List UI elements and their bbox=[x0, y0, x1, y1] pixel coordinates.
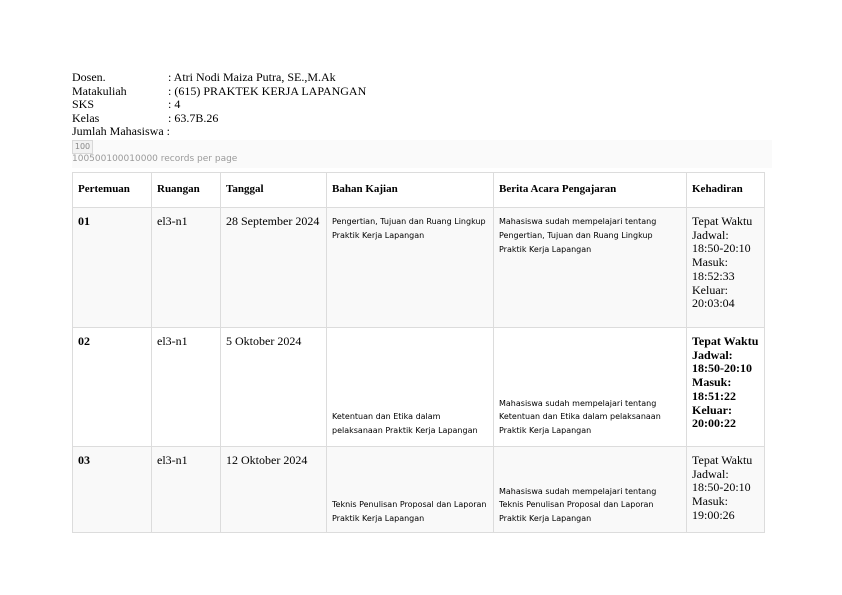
bahan-kajian-cell: Pengertian, Tujuan dan Ruang Lingkup Praktik Kerja Lapangan bbox=[327, 208, 494, 328]
tanggal-cell: 28 September 2024 bbox=[221, 208, 327, 328]
table-row bbox=[73, 328, 765, 447]
pertemuan-cell: 03 bbox=[73, 447, 152, 533]
dosen-label: Dosen. bbox=[72, 70, 106, 84]
kehadiran-keluar-value: 20:03:04 bbox=[692, 296, 735, 311]
kehadiran-cell bbox=[687, 328, 765, 447]
header-tanggal: Tanggal bbox=[221, 173, 327, 208]
kehadiran-cell bbox=[687, 208, 765, 328]
header-bahan-kajian: Bahan Kajian bbox=[327, 173, 494, 208]
kehadiran-masuk-label: Masuk: bbox=[692, 255, 728, 270]
ruangan-cell: el3-n1 bbox=[152, 208, 221, 328]
kehadiran-status: Tepat Waktu bbox=[692, 214, 753, 228]
matakuliah-row bbox=[72, 85, 366, 99]
kehadiran-keluar-value: 20:00:22 bbox=[692, 416, 736, 431]
attendance-table bbox=[72, 172, 765, 533]
tanggal-cell: 12 Oktober 2024 bbox=[221, 447, 327, 533]
pertemuan-cell: 01 bbox=[73, 208, 152, 328]
berita-acara-cell: Mahasiswa sudah mempelajari tentang Ketentuan dan Etika dalam pelaksanaan Praktik Kerja Lapangan bbox=[494, 328, 687, 447]
sks-label: SKS bbox=[72, 97, 95, 111]
header-kehadiran: Kehadiran bbox=[687, 173, 765, 208]
kehadiran-status: Tepat Waktu bbox=[692, 453, 753, 467]
dosen-value: : Atri Nodi Maiza Putra, SE.,M.Ak bbox=[168, 70, 336, 84]
kehadiran-masuk-label: Masuk: bbox=[692, 375, 732, 390]
header-ruangan: Ruangan bbox=[152, 173, 221, 208]
records-per-page-text: 100500100010000 records per page bbox=[72, 154, 238, 164]
kehadiran-masuk-value: 19:00:26 bbox=[692, 507, 735, 522]
matakuliah-label: Matakuliah bbox=[72, 83, 127, 98]
kehadiran-status: Tepat Waktu bbox=[692, 334, 759, 348]
header-pertemuan: Pertemuan bbox=[73, 173, 152, 208]
table-row bbox=[73, 208, 765, 328]
kelas-row bbox=[72, 112, 366, 126]
kehadiran-jadwal-label: Jadwal: bbox=[692, 347, 733, 362]
records-per-page-select[interactable]: 100 bbox=[72, 140, 93, 154]
course-info bbox=[72, 71, 366, 139]
tanggal-cell: 5 Oktober 2024 bbox=[221, 328, 327, 447]
kehadiran-jadwal-value: 18:50-20:10 bbox=[692, 241, 751, 256]
pertemuan-cell: 02 bbox=[73, 328, 152, 447]
ruangan-cell: el3-n1 bbox=[152, 328, 221, 447]
kehadiran-jadwal-label: Jadwal: bbox=[692, 227, 729, 242]
kehadiran-masuk-label: Masuk: bbox=[692, 494, 728, 509]
sks-value: : 4 bbox=[168, 97, 181, 111]
kehadiran-masuk-value: 18:52:33 bbox=[692, 268, 735, 283]
kelas-label: Kelas bbox=[72, 110, 100, 125]
ruangan-cell: el3-n1 bbox=[152, 447, 221, 533]
bahan-kajian-cell: Teknis Penulisan Proposal dan Laporan Praktik Kerja Lapangan bbox=[327, 447, 494, 533]
kehadiran-cell bbox=[687, 447, 765, 533]
berita-acara-cell: Mahasiswa sudah mempelajari tentang Pengertian, Tujuan dan Ruang Lingkup Praktik Kerja Lapangan bbox=[494, 208, 687, 328]
kehadiran-keluar-label: Keluar: bbox=[692, 282, 728, 297]
table-row bbox=[73, 447, 765, 533]
jumlah-label: Jumlah Mahasiswa : bbox=[72, 124, 170, 138]
kehadiran-jadwal-label: Jadwal: bbox=[692, 466, 729, 481]
kehadiran-jadwal-value: 18:50-20:10 bbox=[692, 361, 752, 376]
header-berita-acara: Berita Acara Pengajaran bbox=[494, 173, 687, 208]
bahan-kajian-cell: Ketentuan dan Etika dalam pelaksanaan Praktik Kerja Lapangan bbox=[327, 328, 494, 447]
matakuliah-value: : (615) PRAKTEK KERJA LAPANGAN bbox=[168, 83, 367, 98]
table-header-row bbox=[73, 173, 765, 208]
berita-acara-cell: Mahasiswa sudah mempelajari tentang Teknis Penulisan Proposal dan Laporan Praktik Kerja Lapangan bbox=[494, 447, 687, 533]
kehadiran-masuk-value: 18:51:22 bbox=[692, 388, 736, 403]
kehadiran-jadwal-value: 18:50-20:10 bbox=[692, 480, 751, 495]
kehadiran-keluar-label: Keluar: bbox=[692, 402, 732, 417]
sks-row bbox=[72, 98, 366, 112]
dosen-row bbox=[72, 71, 366, 85]
jumlah-row bbox=[72, 125, 366, 139]
kelas-value: : 63.7B.26 bbox=[168, 110, 219, 125]
